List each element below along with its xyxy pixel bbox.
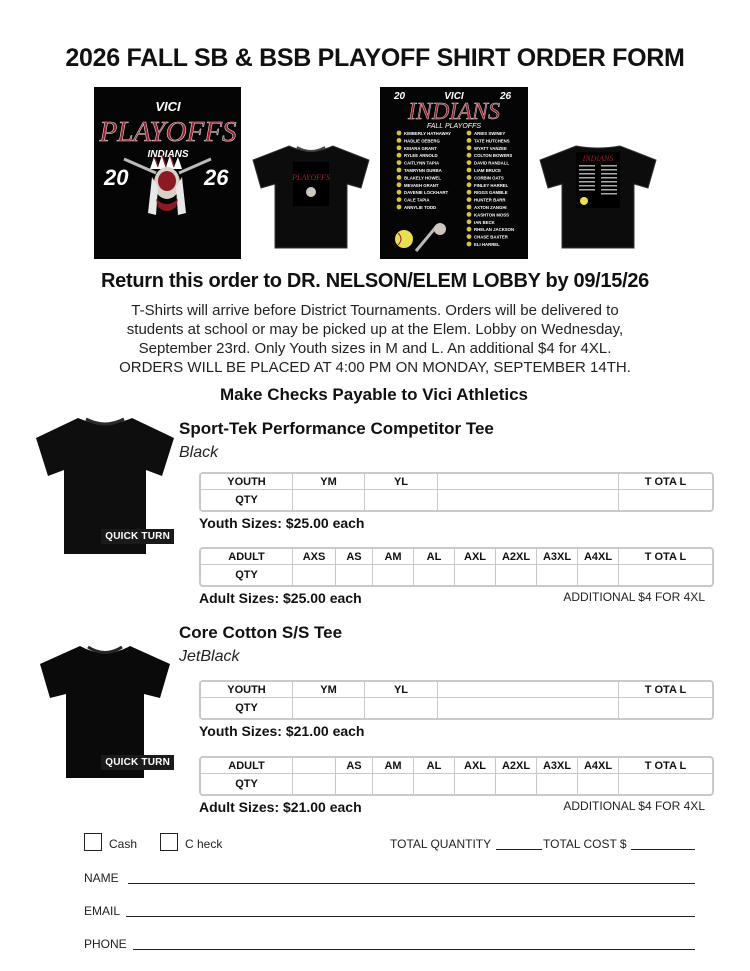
size-yl-header: YL	[365, 682, 438, 698]
product1-adult-price: Adult Sizes: $25.00 each	[199, 590, 362, 606]
back-indians: INDIANS	[408, 99, 500, 125]
softball-bat-logo	[395, 223, 446, 251]
size-am-header: AM	[373, 549, 414, 565]
qty-am-cell[interactable]	[373, 565, 414, 585]
qty-ym-cell[interactable]	[293, 490, 365, 510]
size-axs-header: AXS	[293, 549, 336, 565]
roster-right-bullet	[467, 153, 472, 158]
email-label: EMAIL	[84, 904, 121, 918]
size-al-header: AL	[414, 758, 455, 774]
qty-label: QTY	[201, 698, 293, 718]
size-axl-header: AXL	[455, 758, 496, 774]
qty-label: QTY	[201, 774, 293, 794]
quick-turn-badge: QUICK TURN	[101, 755, 174, 770]
design-indians: INDIANS	[147, 149, 189, 160]
roster-right-name: RHELAN JACKSON	[474, 227, 515, 233]
indian-head-logo	[148, 155, 186, 215]
roster-right-bullet	[467, 212, 472, 217]
roster-left-name: DAVENIE LOCKHART	[404, 190, 449, 196]
blank-cell	[293, 774, 336, 794]
qty-yl-cell[interactable]	[365, 490, 438, 510]
product2-adult-price: Adult Sizes: $21.00 each	[199, 799, 362, 815]
product1-color: Black	[179, 444, 219, 461]
total-cost-label: TOTAL COST $	[543, 837, 627, 851]
roster-left-name: HADLIE OEBERG	[404, 138, 440, 144]
product1-youth-price: Youth Sizes: $25.00 each	[199, 515, 365, 531]
delivery-notes: T-Shirts will arrive before District Tournaments. Orders will be delivered to students at school or may be picked up at the Elem. Lobby on Wednesday, September 23rd. Only Youth sizes in M and L. An additional $4 for 4XL. ORDERS WILL BE PLACED AT 4:00 PM ON MONDAY, SEPTEMBER 14TH.	[119, 302, 631, 376]
roster-right-bullet	[467, 190, 472, 195]
roster-right-name: RIGGS GAMBLE	[474, 190, 508, 196]
qty-axl-cell[interactable]	[455, 774, 496, 794]
product2-youth-table	[199, 680, 714, 720]
design-year-right: 26	[204, 165, 229, 190]
playoff-design-front	[94, 87, 241, 259]
return-instructions: Return this order to DR. NELSON/ELEM LOBBY by 09/15/26	[101, 270, 649, 292]
total-header: T OTA L	[619, 682, 712, 698]
roster-left-bullet	[397, 153, 402, 158]
roster-right-name: KASHTON MOSS	[474, 212, 510, 218]
roster-right-name: COLTON BOWERS	[474, 153, 513, 159]
product2-adult-table	[199, 756, 714, 796]
product1-youth-table	[199, 472, 714, 512]
qty-am-cell[interactable]	[373, 774, 414, 794]
name-label: NAME	[84, 871, 119, 885]
roster-right-name: LIAM BRUCE	[474, 168, 501, 173]
total-header: T OTA L	[619, 549, 712, 565]
total-quantity-field[interactable]	[496, 849, 542, 850]
adult-header: ADULT	[201, 549, 293, 565]
roster-right-bullet	[467, 197, 472, 202]
roster-right-name: FINLEY HARREL	[474, 182, 509, 188]
roster-right-bullet	[467, 205, 472, 210]
size-as-header: AS	[336, 758, 373, 774]
total-header: T OTA L	[619, 758, 712, 774]
product2-name: Core Cotton S/S Tee	[179, 623, 343, 642]
adult-header: ADULT	[201, 758, 293, 774]
size-a2xl-header: A2XL	[496, 758, 537, 774]
qty-as-cell[interactable]	[336, 565, 373, 585]
cash-label: Cash	[109, 837, 138, 851]
product1-shirt-image	[34, 414, 176, 556]
total-cell[interactable]	[619, 698, 712, 718]
roster-right-bullet	[467, 168, 472, 173]
qty-ym-cell[interactable]	[293, 698, 365, 718]
size-axl-header: AXL	[455, 549, 496, 565]
qty-al-cell[interactable]	[414, 774, 455, 794]
check-checkbox[interactable]	[160, 833, 178, 851]
roster-left-name: RYLEE ARNOLD	[404, 153, 438, 159]
name-field[interactable]	[128, 883, 695, 884]
qty-as-cell[interactable]	[336, 774, 373, 794]
roster-left-name: KIMBERLY HATHAWAY	[404, 131, 452, 136]
blank-header	[293, 758, 336, 774]
roster-right-bullet	[467, 145, 472, 150]
qty-axs-cell[interactable]	[293, 565, 336, 585]
qty-yl-cell[interactable]	[365, 698, 438, 718]
design-year-left: 20	[104, 165, 129, 190]
size-ym-header: YM	[293, 682, 365, 698]
roster-left-name: MEVAEH GRANT	[404, 182, 439, 188]
size-a4xl-header: A4XL	[578, 549, 619, 565]
roster-left-bullet	[397, 145, 402, 150]
total-quantity-label: TOTAL QUANTITY	[390, 837, 492, 851]
back-subtitle: FALL PLAYOFFS	[426, 123, 482, 130]
roster-right-bullet	[467, 227, 472, 232]
total-cost-field[interactable]	[631, 849, 695, 850]
roster-right-bullet	[467, 242, 472, 247]
size-ym-header: YM	[293, 474, 365, 490]
roster-left-bullet	[397, 182, 402, 187]
back-vici: VICI	[444, 91, 464, 102]
back-year-right: 26	[500, 91, 512, 102]
roster-left-bullet	[397, 131, 402, 136]
product1-adult-table	[199, 547, 714, 587]
roster-right-bullet	[467, 175, 472, 180]
product1-name: Sport-Tek Performance Competitor Tee	[179, 419, 494, 438]
roster-left-name: KEIARA GRANT	[404, 145, 437, 151]
youth-header: YOUTH	[201, 682, 293, 698]
qty-a4xl-cell[interactable]	[578, 774, 619, 794]
svg-text:PLAYOFFS: PLAYOFFS	[292, 173, 330, 182]
total-cell[interactable]	[619, 565, 712, 585]
roster-right-bullet	[467, 160, 472, 165]
roster-left-name: TAMRYNN DURBA	[404, 168, 442, 173]
qty-a4xl-cell[interactable]	[578, 565, 619, 585]
qty-a3xl-cell[interactable]	[537, 774, 578, 794]
size-as-header: AS	[336, 549, 373, 565]
size-a3xl-header: A3XL	[537, 758, 578, 774]
roster-left-bullet	[397, 190, 402, 195]
quick-turn-badge: QUICK TURN	[101, 529, 174, 544]
roster-left-name: CALE TAPIA	[404, 197, 430, 203]
roster-left-bullet	[397, 197, 402, 202]
qty-a2xl-cell[interactable]	[496, 774, 537, 794]
product2-additional-note: ADDITIONAL $4 FOR 4XL	[563, 799, 705, 813]
roster-right-name: ARIES SWINEY	[474, 131, 506, 136]
roster-left-name: ANNYLIE TODD	[404, 205, 437, 210]
roster-left-name: BLAKELY HOWEL	[404, 175, 442, 181]
total-header: T OTA L	[619, 474, 712, 490]
cash-checkbox[interactable]	[84, 833, 102, 851]
shirt-front-preview	[249, 138, 373, 250]
email-field[interactable]	[126, 916, 695, 917]
design-playoffs: PLAYOFFS	[99, 116, 237, 148]
shirt-back-preview	[536, 138, 660, 250]
roster-right-bullet	[467, 131, 472, 136]
roster-left-bullet	[397, 138, 402, 143]
back-year-left: 20	[394, 91, 406, 102]
qty-label: QTY	[201, 565, 293, 585]
youth-header: YOUTH	[201, 474, 293, 490]
roster-right-name: WYATT VANZEE	[474, 145, 507, 151]
design-vici: VICI	[155, 99, 181, 114]
qty-al-cell[interactable]	[414, 565, 455, 585]
blank-cell	[438, 698, 619, 718]
size-am-header: AM	[373, 758, 414, 774]
roster-left-bullet	[397, 168, 402, 173]
blank-header	[438, 474, 619, 490]
form-title: 2026 FALL SB & BSB PLAYOFF SHIRT ORDER FORM	[65, 44, 685, 72]
product1-additional-note: ADDITIONAL $4 FOR 4XL	[563, 590, 705, 604]
roster-right-name: CHASE BAXTER	[474, 234, 508, 240]
phone-field[interactable]	[133, 949, 695, 950]
roster-left-name: CAITLYNN TAPIA	[404, 160, 440, 166]
roster-right-bullet	[467, 234, 472, 239]
roster-left-bullet	[397, 205, 402, 210]
size-a4xl-header: A4XL	[578, 758, 619, 774]
size-yl-header: YL	[365, 474, 438, 490]
svg-text:INDIANS: INDIANS	[582, 154, 614, 163]
blank-cell	[438, 490, 619, 510]
size-a3xl-header: A3XL	[537, 549, 578, 565]
roster-right-bullet	[467, 219, 472, 224]
phone-label: PHONE	[84, 937, 127, 951]
roster-left-bullet	[397, 175, 402, 180]
product2-shirt-image	[34, 640, 176, 782]
playoff-design-back	[380, 87, 528, 259]
total-cell[interactable]	[619, 774, 712, 794]
size-al-header: AL	[414, 549, 455, 565]
blank-header	[438, 682, 619, 698]
roster-right-bullet	[467, 138, 472, 143]
size-a2xl-header: A2XL	[496, 549, 537, 565]
qty-a2xl-cell[interactable]	[496, 565, 537, 585]
roster-right-name: ELI HARREL	[474, 242, 500, 247]
roster-right-name: TATE HUTCHENS	[474, 138, 510, 144]
total-cell[interactable]	[619, 490, 712, 510]
qty-label: QTY	[201, 490, 293, 510]
check-label: C heck	[185, 837, 223, 851]
qty-axl-cell[interactable]	[455, 565, 496, 585]
product2-youth-price: Youth Sizes: $21.00 each	[199, 723, 365, 739]
payable-to: Make Checks Payable to Vici Athletics	[219, 385, 529, 404]
roster-right-bullet	[467, 182, 472, 187]
roster-right-name: DAVID RANDALL	[474, 160, 510, 166]
qty-a3xl-cell[interactable]	[537, 565, 578, 585]
product2-color: JetBlack	[179, 648, 240, 665]
roster-right-name: HUNTER BARR	[474, 197, 506, 203]
roster-right-name: AXTON ZANGHI	[474, 205, 507, 210]
roster-right-name: CORBIN OATS	[474, 175, 504, 181]
roster-left-bullet	[397, 160, 402, 165]
roster-right-name: IAN BECK	[474, 219, 495, 225]
